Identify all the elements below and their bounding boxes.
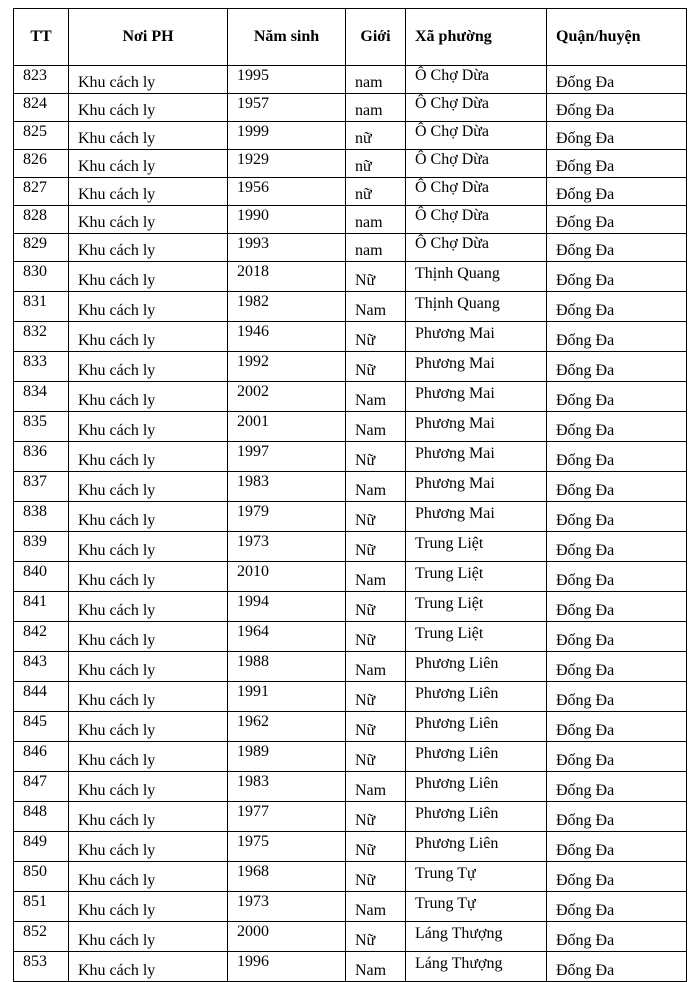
table-row — [14, 922, 687, 952]
table-row — [14, 122, 687, 150]
cell-tt: 842 — [14, 622, 69, 652]
cell-quan-huyen: Đống Đa — [547, 502, 687, 532]
cell-gioi: nam — [346, 234, 406, 262]
cell-tt: 828 — [14, 206, 69, 234]
cell-noi-ph: Khu cách ly — [69, 742, 228, 772]
cell-gioi: nam — [346, 94, 406, 122]
cell-xa-phuong: Trung Liệt — [406, 562, 547, 592]
cell-nam-sinh: 2000 — [228, 922, 346, 952]
cell-xa-phuong: Phương Liên — [406, 772, 547, 802]
cell-tt: 832 — [14, 322, 69, 352]
cell-tt: 850 — [14, 862, 69, 892]
table-row — [14, 802, 687, 832]
cell-gioi: Nữ — [346, 742, 406, 772]
cell-noi-ph: Khu cách ly — [69, 772, 228, 802]
cell-xa-phuong: Phương Liên — [406, 742, 547, 772]
cell-nam-sinh: 1995 — [228, 66, 346, 94]
cell-nam-sinh: 1979 — [228, 502, 346, 532]
cell-gioi: Nữ — [346, 352, 406, 382]
cell-tt: 848 — [14, 802, 69, 832]
cell-noi-ph: Khu cách ly — [69, 178, 228, 206]
cell-xa-phuong: Trung Liệt — [406, 622, 547, 652]
cell-noi-ph: Khu cách ly — [69, 122, 228, 150]
cell-nam-sinh: 2010 — [228, 562, 346, 592]
cell-tt: 839 — [14, 532, 69, 562]
cell-tt: 852 — [14, 922, 69, 952]
table-row — [14, 592, 687, 622]
cell-nam-sinh: 1946 — [228, 322, 346, 352]
table-row — [14, 532, 687, 562]
table-row — [14, 502, 687, 532]
table-row — [14, 622, 687, 652]
cell-nam-sinh: 1994 — [228, 592, 346, 622]
cell-nam-sinh: 1973 — [228, 892, 346, 922]
header-noi-ph: Nơi PH — [69, 9, 228, 66]
cell-xa-phuong: Phương Liên — [406, 832, 547, 862]
table-row — [14, 412, 687, 442]
cell-gioi: Nữ — [346, 622, 406, 652]
cell-noi-ph: Khu cách ly — [69, 292, 228, 322]
cell-quan-huyen: Đống Đa — [547, 622, 687, 652]
cell-tt: 844 — [14, 682, 69, 712]
cell-xa-phuong: Ô Chợ Dừa — [406, 122, 547, 150]
cell-noi-ph: Khu cách ly — [69, 952, 228, 982]
cell-quan-huyen: Đống Đa — [547, 352, 687, 382]
cell-tt: 838 — [14, 502, 69, 532]
cell-noi-ph: Khu cách ly — [69, 322, 228, 352]
cell-noi-ph: Khu cách ly — [69, 922, 228, 952]
cell-nam-sinh: 1964 — [228, 622, 346, 652]
cell-tt: 843 — [14, 652, 69, 682]
cell-nam-sinh: 1929 — [228, 150, 346, 178]
cell-quan-huyen: Đống Đa — [547, 532, 687, 562]
cell-tt: 831 — [14, 292, 69, 322]
cell-gioi: Nam — [346, 292, 406, 322]
cell-tt: 837 — [14, 472, 69, 502]
cell-gioi: Nam — [346, 382, 406, 412]
cell-xa-phuong: Phương Mai — [406, 412, 547, 442]
cell-tt: 835 — [14, 412, 69, 442]
cell-gioi: Nữ — [346, 502, 406, 532]
header-gioi: Giới — [346, 9, 406, 66]
cell-xa-phuong: Phương Liên — [406, 682, 547, 712]
cell-nam-sinh: 2001 — [228, 412, 346, 442]
cell-xa-phuong: Trung Tự — [406, 892, 547, 922]
cell-quan-huyen: Đống Đa — [547, 472, 687, 502]
cell-gioi: Nữ — [346, 442, 406, 472]
cell-nam-sinh: 1997 — [228, 442, 346, 472]
cell-gioi: Nữ — [346, 712, 406, 742]
cell-tt: 841 — [14, 592, 69, 622]
cell-xa-phuong: Trung Tự — [406, 862, 547, 892]
table-row — [14, 562, 687, 592]
cell-quan-huyen: Đống Đa — [547, 122, 687, 150]
cell-gioi: Nữ — [346, 532, 406, 562]
table-row — [14, 712, 687, 742]
case-table — [13, 8, 687, 982]
cell-xa-phuong: Phương Mai — [406, 502, 547, 532]
cell-xa-phuong: Thịnh Quang — [406, 292, 547, 322]
cell-xa-phuong: Phương Liên — [406, 802, 547, 832]
cell-noi-ph: Khu cách ly — [69, 442, 228, 472]
table-row — [14, 322, 687, 352]
cell-gioi: Nữ — [346, 802, 406, 832]
cell-gioi: Nữ — [346, 862, 406, 892]
cell-xa-phuong: Phương Mai — [406, 352, 547, 382]
cell-noi-ph: Khu cách ly — [69, 472, 228, 502]
table-row — [14, 150, 687, 178]
table-row — [14, 178, 687, 206]
cell-quan-huyen: Đống Đa — [547, 150, 687, 178]
cell-gioi: Nữ — [346, 262, 406, 292]
cell-nam-sinh: 1977 — [228, 802, 346, 832]
cell-noi-ph: Khu cách ly — [69, 652, 228, 682]
cell-quan-huyen: Đống Đa — [547, 412, 687, 442]
cell-quan-huyen: Đống Đa — [547, 952, 687, 982]
cell-quan-huyen: Đống Đa — [547, 206, 687, 234]
cell-gioi: nữ — [346, 122, 406, 150]
cell-tt: 829 — [14, 234, 69, 262]
cell-gioi: nữ — [346, 178, 406, 206]
cell-xa-phuong: Phương Mai — [406, 382, 547, 412]
cell-xa-phuong: Phương Mai — [406, 472, 547, 502]
cell-xa-phuong: Ô Chợ Dừa — [406, 150, 547, 178]
cell-quan-huyen: Đống Đa — [547, 178, 687, 206]
cell-gioi: nam — [346, 206, 406, 234]
cell-xa-phuong: Ô Chợ Dừa — [406, 234, 547, 262]
cell-gioi: Nữ — [346, 322, 406, 352]
table-row — [14, 382, 687, 412]
cell-nam-sinh: 1989 — [228, 742, 346, 772]
table-row — [14, 442, 687, 472]
cell-nam-sinh: 1975 — [228, 832, 346, 862]
table-row — [14, 682, 687, 712]
cell-nam-sinh: 1983 — [228, 472, 346, 502]
table-row — [14, 652, 687, 682]
cell-xa-phuong: Ô Chợ Dừa — [406, 178, 547, 206]
cell-quan-huyen: Đống Đa — [547, 892, 687, 922]
cell-noi-ph: Khu cách ly — [69, 682, 228, 712]
cell-quan-huyen: Đống Đa — [547, 652, 687, 682]
cell-quan-huyen: Đống Đa — [547, 802, 687, 832]
cell-tt: 851 — [14, 892, 69, 922]
cell-noi-ph: Khu cách ly — [69, 892, 228, 922]
cell-tt: 833 — [14, 352, 69, 382]
cell-tt: 823 — [14, 66, 69, 94]
cell-quan-huyen: Đống Đa — [547, 862, 687, 892]
cell-quan-huyen: Đống Đa — [547, 292, 687, 322]
cell-noi-ph: Khu cách ly — [69, 262, 228, 292]
cell-nam-sinh: 1991 — [228, 682, 346, 712]
table-row — [14, 66, 687, 94]
table-body — [14, 66, 687, 982]
cell-xa-phuong: Phương Liên — [406, 712, 547, 742]
cell-noi-ph: Khu cách ly — [69, 622, 228, 652]
table-row — [14, 262, 687, 292]
table-row — [14, 206, 687, 234]
cell-gioi: Nữ — [346, 832, 406, 862]
cell-xa-phuong: Ô Chợ Dừa — [406, 66, 547, 94]
cell-gioi: Nữ — [346, 592, 406, 622]
cell-quan-huyen: Đống Đa — [547, 682, 687, 712]
cell-quan-huyen: Đống Đa — [547, 592, 687, 622]
cell-tt: 847 — [14, 772, 69, 802]
cell-noi-ph: Khu cách ly — [69, 234, 228, 262]
cell-xa-phuong: Trung Liệt — [406, 532, 547, 562]
cell-gioi: Nam — [346, 772, 406, 802]
table-row — [14, 952, 687, 982]
cell-noi-ph: Khu cách ly — [69, 412, 228, 442]
table-row — [14, 832, 687, 862]
table-row — [14, 772, 687, 802]
cell-gioi: Nam — [346, 652, 406, 682]
cell-quan-huyen: Đống Đa — [547, 262, 687, 292]
cell-noi-ph: Khu cách ly — [69, 352, 228, 382]
cell-xa-phuong: Thịnh Quang — [406, 262, 547, 292]
cell-nam-sinh: 1996 — [228, 952, 346, 982]
cell-gioi: Nam — [346, 562, 406, 592]
table-row — [14, 94, 687, 122]
cell-nam-sinh: 1990 — [228, 206, 346, 234]
cell-quan-huyen: Đống Đa — [547, 922, 687, 952]
table-header-row — [14, 9, 687, 66]
cell-nam-sinh: 1992 — [228, 352, 346, 382]
cell-noi-ph: Khu cách ly — [69, 94, 228, 122]
cell-xa-phuong: Phương Liên — [406, 652, 547, 682]
cell-tt: 845 — [14, 712, 69, 742]
cell-noi-ph: Khu cách ly — [69, 592, 228, 622]
cell-noi-ph: Khu cách ly — [69, 862, 228, 892]
cell-nam-sinh: 2018 — [228, 262, 346, 292]
cell-quan-huyen: Đống Đa — [547, 94, 687, 122]
cell-nam-sinh: 1957 — [228, 94, 346, 122]
cell-xa-phuong: Trung Liệt — [406, 592, 547, 622]
cell-quan-huyen: Đống Đa — [547, 382, 687, 412]
cell-gioi: Nam — [346, 412, 406, 442]
cell-quan-huyen: Đống Đa — [547, 66, 687, 94]
header-xa-phuong: Xã phường — [406, 9, 547, 66]
cell-tt: 827 — [14, 178, 69, 206]
cell-nam-sinh: 1983 — [228, 772, 346, 802]
cell-tt: 836 — [14, 442, 69, 472]
cell-noi-ph: Khu cách ly — [69, 802, 228, 832]
cell-xa-phuong: Ô Chợ Dừa — [406, 94, 547, 122]
cell-nam-sinh: 1988 — [228, 652, 346, 682]
cell-tt: 834 — [14, 382, 69, 412]
cell-noi-ph: Khu cách ly — [69, 150, 228, 178]
cell-nam-sinh: 1999 — [228, 122, 346, 150]
cell-gioi: Nam — [346, 472, 406, 502]
cell-quan-huyen: Đống Đa — [547, 712, 687, 742]
cell-xa-phuong: Phương Mai — [406, 322, 547, 352]
cell-gioi: Nữ — [346, 682, 406, 712]
cell-tt: 853 — [14, 952, 69, 982]
document-page — [13, 8, 687, 982]
cell-quan-huyen: Đống Đa — [547, 562, 687, 592]
header-nam-sinh: Năm sinh — [228, 9, 346, 66]
cell-nam-sinh: 1993 — [228, 234, 346, 262]
header-tt: TT — [14, 9, 69, 66]
cell-quan-huyen: Đống Đa — [547, 742, 687, 772]
cell-nam-sinh: 1982 — [228, 292, 346, 322]
cell-noi-ph: Khu cách ly — [69, 382, 228, 412]
cell-tt: 824 — [14, 94, 69, 122]
cell-noi-ph: Khu cách ly — [69, 832, 228, 862]
cell-nam-sinh: 2002 — [228, 382, 346, 412]
cell-xa-phuong: Láng Thượng — [406, 922, 547, 952]
cell-nam-sinh: 1962 — [228, 712, 346, 742]
table-row — [14, 742, 687, 772]
table-row — [14, 234, 687, 262]
cell-noi-ph: Khu cách ly — [69, 66, 228, 94]
table-row — [14, 352, 687, 382]
cell-noi-ph: Khu cách ly — [69, 532, 228, 562]
cell-xa-phuong: Ô Chợ Dừa — [406, 206, 547, 234]
cell-noi-ph: Khu cách ly — [69, 206, 228, 234]
cell-tt: 830 — [14, 262, 69, 292]
cell-quan-huyen: Đống Đa — [547, 322, 687, 352]
cell-nam-sinh: 1968 — [228, 862, 346, 892]
cell-tt: 846 — [14, 742, 69, 772]
cell-gioi: Nam — [346, 952, 406, 982]
cell-noi-ph: Khu cách ly — [69, 712, 228, 742]
cell-quan-huyen: Đống Đa — [547, 772, 687, 802]
cell-quan-huyen: Đống Đa — [547, 234, 687, 262]
cell-gioi: nữ — [346, 150, 406, 178]
table-row — [14, 892, 687, 922]
cell-noi-ph: Khu cách ly — [69, 502, 228, 532]
cell-quan-huyen: Đống Đa — [547, 442, 687, 472]
table-row — [14, 292, 687, 322]
cell-nam-sinh: 1956 — [228, 178, 346, 206]
cell-tt: 825 — [14, 122, 69, 150]
header-quan-huyen: Quận/huyện — [547, 9, 687, 66]
cell-gioi: nam — [346, 66, 406, 94]
cell-tt: 826 — [14, 150, 69, 178]
cell-xa-phuong: Láng Thượng — [406, 952, 547, 982]
cell-noi-ph: Khu cách ly — [69, 562, 228, 592]
cell-tt: 849 — [14, 832, 69, 862]
cell-gioi: Nam — [346, 892, 406, 922]
cell-gioi: Nữ — [346, 922, 406, 952]
cell-tt: 840 — [14, 562, 69, 592]
cell-quan-huyen: Đống Đa — [547, 832, 687, 862]
table-row — [14, 472, 687, 502]
cell-xa-phuong: Phương Mai — [406, 442, 547, 472]
cell-nam-sinh: 1973 — [228, 532, 346, 562]
